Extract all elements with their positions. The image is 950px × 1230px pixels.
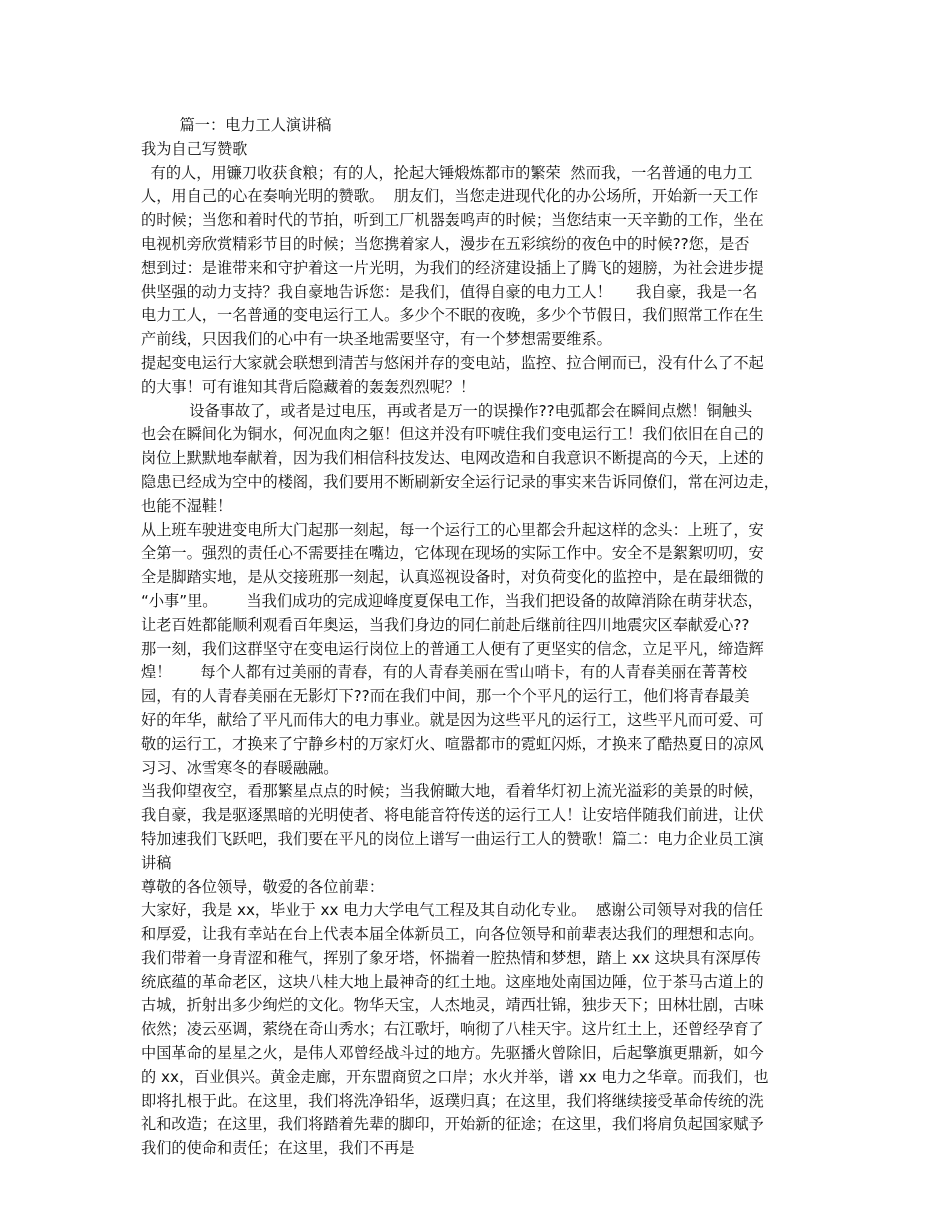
paragraph-line: 我们带着一身青涩和稚气，挥别了象牙塔，怀揣着一腔热情和梦想，踏上 xx 这块具有深厚传 [141, 948, 761, 967]
paragraph-line: 那一刻，我们这群坚守在变电运行岗位上的普通工人便有了更坚实的信念，立足平凡，缔造辉 [141, 639, 764, 658]
paragraph-line: 全是脚踏实地，是从交接班那一刻起，认真巡视设备时，对负荷变化的监控中，是在最细微的 [141, 568, 764, 587]
paragraph-line: 统底蕴的革命老区，这块八桂大地上最神奇的红土地。这座地处南国边陲，位于茶马古道上的 [141, 972, 764, 991]
paragraph-line: 电力工人，一名普通的变电运行工人。多少个不眠的夜晚，多少个节假日，我们照常工作在生 [141, 306, 764, 325]
paragraph-line: 我们的使命和责任；在这里，我们不再是 [141, 1139, 415, 1158]
paragraph-line: 我自豪，我是驱逐黑暗的光明使者、将电能音符传送的运行工人！让安培伴随我们前进，让伏 [141, 806, 764, 825]
heading-title: 篇一：电力工人演讲稿 [141, 116, 332, 134]
document-page [141, 114, 821, 1161]
paragraph-line: 设备事故了，或者是过电压，再或者是万一的误操作??电弧都会在瞬间点燃！铜触头 [141, 401, 753, 420]
paragraph-line: 中国革命的星星之火，是伟人邓曾经战斗过的地方。先驱播火曾除旧，后起擎旗更鼎新，如今 [141, 1044, 764, 1063]
paragraph-line: 让老百姓都能顺利观看百年奥运，当我们身边的同仁前赴后继前往四川地震灾区奉献爱心?? [141, 615, 750, 634]
paragraph-line: 想到过：是谁带来和守护着这一片光明，为我们的经济建设插上了腾飞的翅膀，为社会进步提 [141, 258, 764, 277]
paragraph-line: 大家好，我是 xx，毕业于 xx 电力大学电气工程及其自动化专业。 感谢公司领导对我的信任 [141, 901, 764, 920]
paragraph-line: 习习、冰雪寒冬的春暖融融。 [141, 758, 339, 777]
subheading: 我为自己写赞歌 [141, 139, 248, 158]
paragraph-line: 隐患已经成为空中的楼阁，我们要用不断刷新安全运行记录的事实来告诉同僚们，常在河边走， [141, 472, 779, 491]
paragraph-line: 岗位上默默地奉献着，因为我们相信科技发达、电网改造和自我意识不断提高的今天，上述的 [141, 449, 764, 468]
paragraph-line: 有的人，用镰刀收获食粮；有的人，抡起大锤煅炼都市的繁荣 然而我，一名普通的电力工 [141, 163, 753, 182]
paragraph-line: 古城，折射出多少绚烂的文化。物华天宝，人杰地灵，靖西壮锦，独步天下；田林壮剧，古味 [141, 996, 764, 1015]
paragraph-line: 的时候；当您和着时代的节拍，听到工厂机器轰鸣声的时候；当您结束一天辛勤的工作，坐在 [141, 211, 764, 230]
paragraph-line: 煌！ 每个人都有过美丽的青春，有的人青春美丽在雪山哨卡，有的人青春美丽在菁菁校 [141, 663, 748, 682]
paragraph-line: 和厚爱，让我有幸站在台上代表本届全体新员工，向各位领导和前辈表达我们的理想和志向。 [141, 925, 764, 944]
paragraph-line: 讲稿 [141, 853, 172, 872]
paragraph-line: 供坚强的动力支持？我自豪地告诉您：是我们，值得自豪的电力工人！ 我自豪，我是一名 [141, 282, 758, 301]
paragraph-line: 的大事！可有谁知其背后隐藏着的轰轰烈烈呢？！ [141, 377, 476, 396]
paragraph-line: 特加速我们飞跃吧，我们要在平凡的岗位上谱写一曲运行工人的赞歌！篇二：电力企业员工演 [141, 829, 764, 848]
paragraph-line: 从上班车驶进变电所大门起那一刻起，每一个运行工的心里都会升起这样的念头：上班了，安 [141, 520, 764, 539]
paragraph-line: 即将扎根于此。在这里，我们将洗净铅华，返璞归真；在这里，我们将继续接受革命传统的洗 [141, 1091, 764, 1110]
paragraph-line: 也能不湿鞋！ [141, 496, 233, 515]
paragraph-line: 人，用自己的心在奏响光明的赞歌。 朋友们，当您走进现代化的办公场所，开始新一天工作 [141, 187, 759, 206]
paragraph-line: 产前线，只因我们的心中有一块圣地需要坚守，有一个梦想需要维系。 [141, 330, 612, 349]
paragraph-line: 当我仰望夜空，看那繁星点点的时候；当我俯瞰大地，看着华灯初上流光溢彩的美景的时候， [141, 782, 764, 801]
paragraph-line: 的 xx，百业俱兴。黄金走廊，开东盟商贸之口岸；水火并举，谱 xx 电力之华章。而我们，也 [141, 1067, 769, 1086]
paragraph-line: 也会在瞬间化为铜水，何况血肉之躯！但这并没有吓唬住我们变电运行工！我们依旧在自己的 [141, 425, 764, 444]
paragraph-line: 敬的运行工，才换来了宁静乡村的万家灯火、喧嚣都市的霓虹闪烁，才换来了酷热夏日的凉风 [141, 734, 764, 753]
paragraph-line: 电视机旁欣赏精彩节目的时候；当您携着家人，漫步在五彩缤纷的夜色中的时候??您，是否 [141, 234, 750, 253]
salutation-line: 尊敬的各位领导，敬爱的各位前辈： [141, 877, 384, 896]
paragraph-line: 依然；凌云巫调，萦绕在奇山秀水；右江歌圩，响彻了八桂天宇。这片红土上，还曾经孕育了 [141, 1020, 764, 1039]
paragraph-line: 全第一。强烈的责任心不需要挂在嘴边，它体现在现场的实际工作中。安全不是絮絮叨叨，安 [141, 544, 764, 563]
paragraph-line: 好的年华，献给了平凡而伟大的电力事业。就是因为这些平凡的运行工，这些平凡而可爱、可 [141, 710, 764, 729]
paragraph-line: 园，有的人青春美丽在无影灯下??而在我们中间，那一个个平凡的运行工，他们将青春最美 [141, 687, 750, 706]
paragraph-line: 提起变电运行大家就会联想到清苦与悠闲并存的变电站，监控、拉合闸而已，没有什么了不起 [141, 353, 764, 372]
paragraph-line: “小事”里。 当我们成功的完成迎峰度夏保电工作，当我们把设备的故障消除在萌芽状态， [141, 591, 763, 610]
paragraph-line: 礼和改造；在这里，我们将踏着先辈的脚印，开始新的征途；在这里，我们将肩负起国家赋予 [141, 1115, 764, 1134]
